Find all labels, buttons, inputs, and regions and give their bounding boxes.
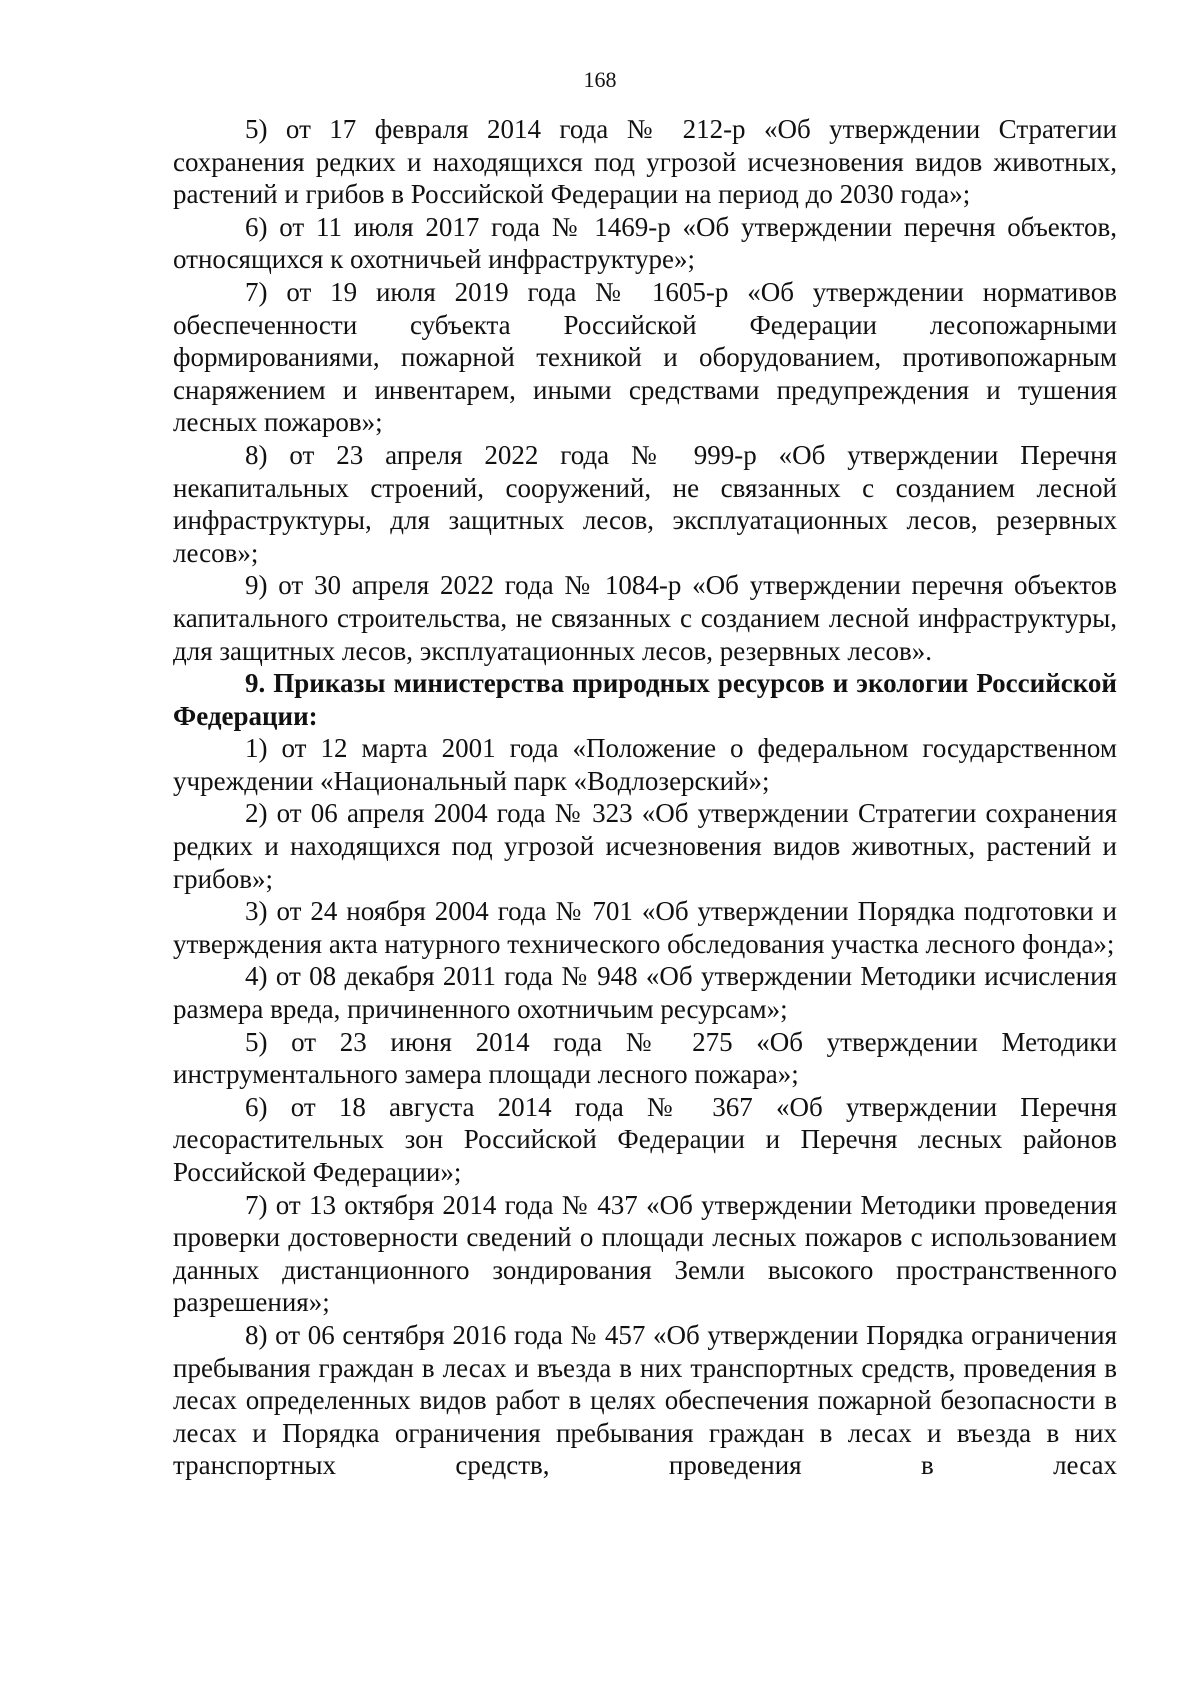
- order-item-4: 4) от 08 декабря 2011 года № 948 «Об утверждении Методики исчисления размера вреда, причиненного охотничьим ресурсам»;: [173, 961, 1117, 1025]
- paragraph-item-7: 7) от 19 июля 2019 года № 1605-р «Об утверждении нормативов обеспеченности субъекта Российской Федерации лесопожарными формированиями, пожарной техникой и оборудованием, противопожарным снаряжением и инвентарем, иными средствами предупреждения и тушения лесных пожаров»;: [173, 276, 1117, 438]
- order-item-1: 1) от 12 марта 2001 года «Положение о федеральном государственном учреждении «Национальный парк «Водлозерский»;: [173, 733, 1117, 796]
- paragraph-item-6: 6) от 11 июля 2017 года № 1469-р «Об утверждении перечня объектов, относящихся к охотничьей инфраструктуре»;: [173, 211, 1117, 275]
- order-item-7: 7) от 13 октября 2014 года № 437 «Об утверждении Методики проведения проверки достоверности сведений о площади лесных пожаров с использованием данных дистанционного зондирования Земли высокого пространственного разрешения»;: [173, 1189, 1117, 1318]
- section-heading-9: 9. Приказы министерства природных ресурсов и экологии Российской Федерации:: [173, 668, 1117, 731]
- paragraph-item-8: 8) от 23 апреля 2022 года № 999-р «Об утверждении Перечня некапитальных строений, сооружений, не связанных с созданием лесной инфраструктуры, для защитных лесов, эксплуатационных лесов, резервных лесов»;: [173, 439, 1117, 568]
- document-body: [173, 113, 1117, 1482]
- paragraph-item-9: 9) от 30 апреля 2022 года № 1084-р «Об утверждении перечня объектов капитального строительства, не связанных с созданием лесной инфраструктуры, для защитных лесов, эксплуатационных лесов, резервных лесов».: [173, 570, 1117, 666]
- order-item-8: 8) от 06 сентября 2016 года № 457 «Об утверждении Порядка ограничения пребывания граждан в лесах и въезда в них транспортных средств, проведения в лесах определенных видов работ в целях обеспечения пожарной безопасности в лесах и Порядка ограничения пребывания граждан в лесах и въезда в них транспортных средств, проведения в лесах: [173, 1319, 1117, 1481]
- order-item-5: 5) от 23 июня 2014 года № 275 «Об утверждении Методики инструментального замера площади лесного пожара»;: [173, 1026, 1117, 1090]
- paragraph-item-5: 5) от 17 февраля 2014 года № 212-р «Об утверждении Стратегии сохранения редких и находящихся под угрозой исчезновения видов животных, растений и грибов в Российской Федерации на период до 2030 года»;: [173, 114, 1117, 210]
- page-number: 168: [583, 67, 617, 92]
- order-item-3: 3) от 24 ноября 2004 года № 701 «Об утверждении Порядка подготовки и утверждения акта натурного технического обследования участка лесного фонда»;: [173, 896, 1117, 959]
- order-item-2: 2) от 06 апреля 2004 года № 323 «Об утверждении Стратегии сохранения редких и находящихся под угрозой исчезновения видов животных, растений и грибов»;: [173, 798, 1117, 894]
- order-item-6: 6) от 18 августа 2014 года № 367 «Об утверждении Перечня лесорастительных зон Российской Федерации и Перечня лесных районов Российской Федерации»;: [173, 1091, 1117, 1187]
